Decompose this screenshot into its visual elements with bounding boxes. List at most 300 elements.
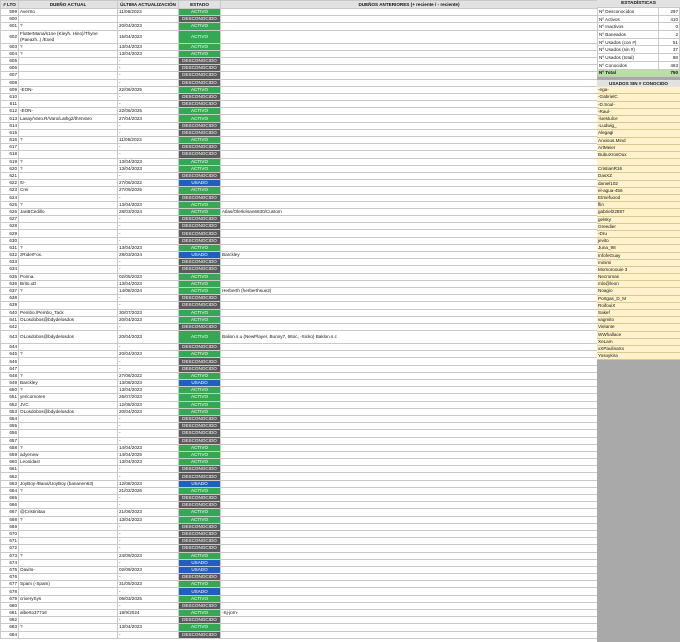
lot-cell[interactable]: 665 — [1, 495, 19, 502]
owner-cell[interactable] — [19, 16, 118, 23]
date-cell[interactable]: - — [118, 57, 179, 64]
date-cell[interactable]: 12/08/2023 — [118, 480, 179, 487]
previous-owners-cell[interactable] — [221, 180, 598, 187]
date-cell[interactable]: - — [118, 538, 179, 545]
status-cell[interactable]: DESCONOCIDO — [179, 302, 221, 309]
previous-owners-cell[interactable] — [221, 595, 598, 602]
lot-cell[interactable]: 677 — [1, 581, 19, 588]
lot-cell[interactable]: 648 — [1, 372, 19, 379]
header-status[interactable]: ESTADO — [179, 1, 221, 9]
date-cell[interactable]: - — [118, 72, 179, 79]
lot-cell[interactable]: 604 — [1, 50, 19, 57]
status-cell[interactable]: ACTIVO — [179, 372, 221, 379]
status-cell[interactable]: DESCONOCIDO — [179, 617, 221, 624]
previous-owners-cell[interactable] — [221, 266, 598, 273]
owner-cell[interactable]: ? — [19, 50, 118, 57]
owner-cell[interactable] — [19, 151, 118, 158]
user-item[interactable]: DasXZ — [597, 173, 680, 180]
status-cell[interactable]: ACTIVO — [179, 394, 221, 401]
owner-cell[interactable]: Barckley — [19, 380, 118, 387]
status-cell[interactable]: DESCONOCIDO — [179, 129, 221, 136]
owner-cell[interactable]: ? — [19, 287, 118, 294]
lot-cell[interactable]: 600 — [1, 16, 19, 23]
lot-cell[interactable]: 625 — [1, 201, 19, 208]
date-cell[interactable]: 30/07/2023 — [118, 309, 179, 316]
date-cell[interactable]: - — [118, 237, 179, 244]
date-cell[interactable]: 22/06/2025 — [118, 108, 179, 115]
user-item[interactable]: daniel102 — [597, 181, 680, 188]
date-cell[interactable]: 13/04/2023 — [118, 43, 179, 50]
lot-cell[interactable]: 629 — [1, 230, 19, 237]
owner-cell[interactable]: yericomoren — [19, 394, 118, 401]
status-cell[interactable]: DESCONOCIDO — [179, 151, 221, 158]
owner-cell[interactable]: ? — [19, 201, 118, 208]
previous-owners-cell[interactable] — [221, 495, 598, 502]
owner-cell[interactable] — [19, 588, 118, 595]
previous-owners-cell[interactable] — [221, 415, 598, 422]
previous-owners-cell[interactable] — [221, 437, 598, 444]
status-cell[interactable]: DESCONOCIDO — [179, 237, 221, 244]
date-cell[interactable]: - — [118, 423, 179, 430]
status-cell[interactable]: DESCONOCIDO — [179, 79, 221, 86]
lot-cell[interactable]: 664 — [1, 487, 19, 494]
status-cell[interactable]: ACTIVO — [179, 408, 221, 415]
date-cell[interactable]: - — [118, 617, 179, 624]
lot-cell[interactable]: 614 — [1, 122, 19, 129]
owner-cell[interactable]: Brito.xD — [19, 280, 118, 287]
date-cell[interactable]: - — [118, 502, 179, 509]
owner-cell[interactable]: JVC — [19, 401, 118, 408]
status-cell[interactable]: ACTIVO — [179, 581, 221, 588]
date-cell[interactable]: - — [118, 495, 179, 502]
previous-owners-cell[interactable] — [221, 101, 598, 108]
date-cell[interactable]: - — [118, 430, 179, 437]
lot-cell[interactable]: 624 — [1, 194, 19, 201]
previous-owners-cell[interactable] — [221, 617, 598, 624]
owner-cell[interactable] — [19, 194, 118, 201]
date-cell[interactable]: - — [118, 530, 179, 537]
date-cell[interactable]: - — [118, 574, 179, 581]
lot-cell[interactable]: 670 — [1, 530, 19, 537]
previous-owners-cell[interactable] — [221, 408, 598, 415]
status-cell[interactable]: DESCONOCIDO — [179, 473, 221, 480]
owner-cell[interactable]: Spam (-Spam) — [19, 581, 118, 588]
date-cell[interactable]: - — [118, 194, 179, 201]
owner-cell[interactable]: Lasay/Varo.R/Varo/Lathg2/thrsVaro — [19, 115, 118, 122]
previous-owners-cell[interactable] — [221, 624, 598, 631]
owner-cell[interactable]: Ponna. — [19, 273, 118, 280]
owner-cell[interactable] — [19, 237, 118, 244]
date-cell[interactable]: - — [118, 151, 179, 158]
lot-cell[interactable]: 680 — [1, 602, 19, 609]
previous-owners-cell[interactable] — [221, 509, 598, 516]
owner-cell[interactable] — [19, 266, 118, 273]
lot-cell[interactable]: 627 — [1, 216, 19, 223]
owner-cell[interactable]: ? — [19, 372, 118, 379]
user-item[interactable]: flin — [597, 202, 680, 209]
previous-owners-cell[interactable] — [221, 50, 598, 57]
lot-cell[interactable]: 663 — [1, 480, 19, 487]
date-cell[interactable]: 28/03/2024 — [118, 208, 179, 215]
status-cell[interactable]: DESCONOCIDO — [179, 358, 221, 365]
date-cell[interactable]: 15/04/2023 — [118, 30, 179, 43]
previous-owners-cell[interactable] — [221, 380, 598, 387]
date-cell[interactable]: 13/04/2023 — [118, 387, 179, 394]
user-item[interactable]: Juna_98 — [597, 245, 680, 252]
status-cell[interactable]: ACTIVO — [179, 50, 221, 57]
owner-cell[interactable] — [19, 473, 118, 480]
owner-cell[interactable]: JoyBoy-/Bana/UoyBoy (bananen63) — [19, 480, 118, 487]
lot-cell[interactable]: 660 — [1, 459, 19, 466]
date-cell[interactable]: 11/06/2023 — [118, 9, 179, 16]
stat-value[interactable]: 297 — [659, 8, 680, 16]
date-cell[interactable]: 11/05/2023 — [118, 137, 179, 144]
lot-cell[interactable]: 605 — [1, 57, 19, 64]
owner-cell[interactable] — [19, 631, 118, 638]
user-item[interactable]: -GabrielC — [597, 94, 680, 101]
owner-cell[interactable]: ? — [19, 444, 118, 451]
date-cell[interactable]: - — [118, 602, 179, 609]
date-cell[interactable]: - — [118, 259, 179, 266]
owner-cell[interactable] — [19, 101, 118, 108]
status-cell[interactable]: DESCONOCIDO — [179, 423, 221, 430]
user-item[interactable]: Greedier — [597, 224, 680, 231]
status-cell[interactable]: DESCONOCIDO — [179, 545, 221, 552]
lot-cell[interactable]: 615 — [1, 129, 19, 136]
stat-value[interactable]: 410 — [659, 15, 680, 23]
status-cell[interactable]: DESCONOCIDO — [179, 430, 221, 437]
previous-owners-cell[interactable] — [221, 302, 598, 309]
status-cell[interactable]: ACTIVO — [179, 610, 221, 617]
owner-cell[interactable] — [19, 437, 118, 444]
owner-cell[interactable]: AverSo — [19, 9, 118, 16]
owner-cell[interactable]: @Cristinitaa — [19, 509, 118, 516]
owner-cell[interactable] — [19, 523, 118, 530]
lot-cell[interactable]: 603 — [1, 43, 19, 50]
date-cell[interactable]: 20/04/2023 — [118, 331, 179, 344]
date-cell[interactable]: 31/05/2023 — [118, 581, 179, 588]
status-cell[interactable]: ACTIVO — [179, 552, 221, 559]
user-item[interactable]: CristianR16 — [597, 166, 680, 173]
user-item[interactable]: RoifouiX — [597, 303, 680, 310]
date-cell[interactable]: - — [118, 129, 179, 136]
previous-owners-cell[interactable] — [221, 194, 598, 201]
previous-owners-cell[interactable] — [221, 372, 598, 379]
previous-owners-cell[interactable] — [221, 351, 598, 358]
user-item[interactable]: el-agua-456 — [597, 188, 680, 195]
status-cell[interactable]: USADO — [179, 252, 221, 259]
previous-owners-cell[interactable] — [221, 394, 598, 401]
date-cell[interactable]: 21/02/2026 — [118, 487, 179, 494]
previous-owners-cell[interactable] — [221, 30, 598, 43]
status-cell[interactable]: DESCONOCIDO — [179, 194, 221, 201]
lot-cell[interactable]: 657 — [1, 437, 19, 444]
previous-owners-cell[interactable] — [221, 502, 598, 509]
status-cell[interactable]: DESCONOCIDO — [179, 523, 221, 530]
status-cell[interactable]: USADO — [179, 380, 221, 387]
lot-cell[interactable]: 599 — [1, 9, 19, 16]
lot-cell[interactable]: 623 — [1, 187, 19, 194]
lot-cell[interactable]: 654 — [1, 415, 19, 422]
user-item[interactable]: -ega- — [597, 87, 680, 94]
owner-cell[interactable] — [19, 415, 118, 422]
previous-owners-cell[interactable] — [221, 273, 598, 280]
header-owner[interactable]: DUEÑO ACTUAL — [19, 1, 118, 9]
owner-cell[interactable]: Oavito- — [19, 566, 118, 573]
user-item[interactable]: xXPaulinaXx — [597, 346, 680, 353]
user-item[interactable]: WWhallace — [597, 332, 680, 339]
stat-value[interactable]: 0 — [659, 23, 680, 31]
previous-owners-cell[interactable] — [221, 108, 598, 115]
owner-cell[interactable]: ? — [19, 351, 118, 358]
status-cell[interactable]: ACTIVO — [179, 280, 221, 287]
owner-cell[interactable] — [19, 295, 118, 302]
lot-cell[interactable]: 662 — [1, 473, 19, 480]
date-cell[interactable]: 13/04/2023 — [118, 244, 179, 251]
lot-cell[interactable]: 609 — [1, 86, 19, 93]
status-cell[interactable]: DESCONOCIDO — [179, 295, 221, 302]
owner-cell[interactable]: FlutterMana/s1ne (Kleyh. Hino)/Thyne (Paeazh..) /Exed — [19, 30, 118, 43]
user-item[interactable] — [597, 159, 680, 166]
previous-owners-cell[interactable] — [221, 230, 598, 237]
status-cell[interactable]: DESCONOCIDO — [179, 65, 221, 72]
previous-owners-cell[interactable] — [221, 365, 598, 372]
date-cell[interactable]: - — [118, 588, 179, 595]
lot-cell[interactable]: 633 — [1, 259, 19, 266]
date-cell[interactable]: - — [118, 65, 179, 72]
user-item[interactable]: -luestulce — [597, 116, 680, 123]
previous-owners-cell[interactable] — [221, 538, 598, 545]
previous-owners-cell[interactable]: -Sj-jorn- — [221, 610, 598, 617]
previous-owners-cell[interactable] — [221, 86, 598, 93]
lot-cell[interactable]: 678 — [1, 588, 19, 595]
status-cell[interactable]: DESCONOCIDO — [179, 495, 221, 502]
user-item[interactable]: ArtMeier — [597, 145, 680, 152]
lot-cell[interactable]: 661 — [1, 466, 19, 473]
date-cell[interactable]: - — [118, 437, 179, 444]
lot-cell[interactable]: 607 — [1, 72, 19, 79]
lot-cell[interactable]: 684 — [1, 631, 19, 638]
lot-cell[interactable]: 667 — [1, 509, 19, 516]
status-cell[interactable]: ACTIVO — [179, 401, 221, 408]
stat-total-value[interactable]: 750 — [659, 69, 680, 77]
lot-cell[interactable]: 651 — [1, 394, 19, 401]
date-cell[interactable]: - — [118, 230, 179, 237]
owner-cell[interactable]: -EON- — [19, 86, 118, 93]
status-cell[interactable]: DESCONOCIDO — [179, 502, 221, 509]
user-item[interactable]: BubuXrosOux — [597, 152, 680, 159]
status-cell[interactable]: USADO — [179, 559, 221, 566]
lot-cell[interactable]: 639 — [1, 302, 19, 309]
date-cell[interactable]: 13/04/2023 — [118, 280, 179, 287]
date-cell[interactable]: 13/04/2023 — [118, 201, 179, 208]
lot-cell[interactable]: 641 — [1, 316, 19, 323]
owner-cell[interactable] — [19, 423, 118, 430]
status-cell[interactable]: ACTIVO — [179, 451, 221, 458]
previous-owners-cell[interactable] — [221, 430, 598, 437]
owner-cell[interactable]: ? — [19, 516, 118, 523]
previous-owners-cell[interactable] — [221, 559, 598, 566]
date-cell[interactable]: 06/03/2025 — [118, 595, 179, 602]
user-item[interactable]: Anxious.Mind — [597, 138, 680, 145]
lot-cell[interactable]: 658 — [1, 444, 19, 451]
date-cell[interactable]: 20/04/2023 — [118, 351, 179, 358]
status-cell[interactable]: ACTIVO — [179, 331, 221, 344]
previous-owners-cell[interactable] — [221, 137, 598, 144]
owner-cell[interactable] — [19, 574, 118, 581]
previous-owners-cell[interactable] — [221, 487, 598, 494]
owner-cell[interactable]: OLosdobos@bdydelosdos — [19, 408, 118, 415]
previous-owners-cell[interactable] — [221, 316, 598, 323]
owner-cell[interactable] — [19, 230, 118, 237]
previous-owners-cell[interactable] — [221, 201, 598, 208]
date-cell[interactable]: 27/09/2025 — [118, 187, 179, 194]
previous-owners-cell[interactable] — [221, 237, 598, 244]
status-cell[interactable]: ACTIVO — [179, 9, 221, 16]
previous-owners-cell[interactable] — [221, 444, 598, 451]
lot-cell[interactable]: 630 — [1, 237, 19, 244]
previous-owners-cell[interactable] — [221, 523, 598, 530]
lot-cell[interactable]: 608 — [1, 79, 19, 86]
lot-cell[interactable]: 652 — [1, 401, 19, 408]
status-cell[interactable]: ACTIVO — [179, 624, 221, 631]
status-cell[interactable]: DESCONOCIDO — [179, 631, 221, 638]
owner-cell[interactable]: !tr- — [19, 180, 118, 187]
previous-owners-cell[interactable] — [221, 295, 598, 302]
lot-cell[interactable]: 643 — [1, 331, 19, 344]
lot-cell[interactable]: 644 — [1, 344, 19, 351]
owner-cell[interactable] — [19, 466, 118, 473]
owner-cell[interactable]: alberto37716 — [19, 610, 118, 617]
date-cell[interactable]: - — [118, 172, 179, 179]
date-cell[interactable]: 14/04/2025 — [118, 451, 179, 458]
previous-owners-cell[interactable] — [221, 115, 598, 122]
owner-cell[interactable] — [19, 79, 118, 86]
lot-cell[interactable]: 616 — [1, 137, 19, 144]
owner-cell[interactable]: -EON- — [19, 108, 118, 115]
lot-cell[interactable]: 674 — [1, 559, 19, 566]
owner-cell[interactable]: ? — [19, 487, 118, 494]
previous-owners-cell[interactable] — [221, 466, 598, 473]
lot-cell[interactable]: 612 — [1, 108, 19, 115]
owner-cell[interactable]: ? — [19, 552, 118, 559]
lot-cell[interactable]: 675 — [1, 566, 19, 573]
owner-cell[interactable]: ? — [19, 165, 118, 172]
previous-owners-cell[interactable] — [221, 387, 598, 394]
user-item[interactable]: jevito — [597, 238, 680, 245]
owner-cell[interactable] — [19, 538, 118, 545]
owner-cell[interactable]: Pembo./Pembo_Tack — [19, 309, 118, 316]
user-item[interactable]: -Raul- — [597, 109, 680, 116]
lot-cell[interactable]: 656 — [1, 430, 19, 437]
previous-owners-cell[interactable] — [221, 401, 598, 408]
status-cell[interactable]: DESCONOCIDO — [179, 223, 221, 230]
status-cell[interactable]: ACTIVO — [179, 30, 221, 43]
status-cell[interactable]: ACTIVO — [179, 387, 221, 394]
date-cell[interactable]: 13/04/2023 — [118, 165, 179, 172]
owner-cell[interactable]: ? — [19, 137, 118, 144]
status-cell[interactable]: USADO — [179, 480, 221, 487]
owner-cell[interactable] — [19, 502, 118, 509]
previous-owners-cell[interactable] — [221, 23, 598, 30]
previous-owners-cell[interactable] — [221, 516, 598, 523]
owner-cell[interactable] — [19, 602, 118, 609]
owner-cell[interactable] — [19, 259, 118, 266]
status-cell[interactable]: ACTIVO — [179, 108, 221, 115]
date-cell[interactable]: 02/09/2023 — [118, 566, 179, 573]
previous-owners-cell[interactable] — [221, 459, 598, 466]
date-cell[interactable]: 13/04/2023 — [118, 158, 179, 165]
date-cell[interactable]: 24/09/2023 — [118, 552, 179, 559]
date-cell[interactable]: 27/06/2022 — [118, 180, 179, 187]
user-item[interactable]: mlo@leon — [597, 281, 680, 288]
date-cell[interactable]: - — [118, 545, 179, 552]
status-cell[interactable]: ACTIVO — [179, 86, 221, 93]
date-cell[interactable]: 13/04/2023 — [118, 516, 179, 523]
previous-owners-cell[interactable] — [221, 187, 598, 194]
previous-owners-cell[interactable] — [221, 216, 598, 223]
user-item[interactable]: vagmito — [597, 317, 680, 324]
status-cell[interactable]: ACTIVO — [179, 208, 221, 215]
status-cell[interactable]: ACTIVO — [179, 516, 221, 523]
lot-cell[interactable]: 621 — [1, 172, 19, 179]
date-cell[interactable]: - — [118, 559, 179, 566]
status-cell[interactable]: ACTIVO — [179, 459, 221, 466]
user-item[interactable]: gabriel22887 — [597, 209, 680, 216]
date-cell[interactable]: - — [118, 295, 179, 302]
lot-cell[interactable]: 618 — [1, 151, 19, 158]
date-cell[interactable]: 26/07/2023 — [118, 394, 179, 401]
date-cell[interactable]: - — [118, 266, 179, 273]
previous-owners-cell[interactable] — [221, 323, 598, 330]
user-item[interactable]: Sakef — [597, 310, 680, 317]
previous-owners-cell[interactable] — [221, 129, 598, 136]
status-cell[interactable]: DESCONOCIDO — [179, 72, 221, 79]
lot-cell[interactable]: 672 — [1, 545, 19, 552]
header-updated[interactable]: ÚLTIMA ACTUALIZACIÓN — [118, 1, 179, 9]
previous-owners-cell[interactable] — [221, 223, 598, 230]
status-cell[interactable]: ACTIVO — [179, 509, 221, 516]
user-item[interactable]: -Ludwig_ — [597, 123, 680, 130]
lot-cell[interactable]: 649 — [1, 380, 19, 387]
owner-cell[interactable] — [19, 65, 118, 72]
lot-cell[interactable]: 676 — [1, 574, 19, 581]
status-cell[interactable]: ACTIVO — [179, 487, 221, 494]
date-cell[interactable]: 18/9/2024 — [118, 610, 179, 617]
user-item[interactable]: -D.Soul- — [597, 102, 680, 109]
status-cell[interactable]: ACTIVO — [179, 165, 221, 172]
user-item[interactable]: XeLam — [597, 339, 680, 346]
user-item[interactable]: -Dru — [597, 231, 680, 238]
owner-cell[interactable]: ? — [19, 23, 118, 30]
user-item[interactable]: Momoroouie 3 — [597, 267, 680, 274]
previous-owners-cell[interactable]: Balion.s.u (NewPlayer, Bunny7, 66oc, -Sicko) Baklon.s.c — [221, 331, 598, 344]
date-cell[interactable]: 13/04/2023 — [118, 459, 179, 466]
date-cell[interactable]: - — [118, 631, 179, 638]
lot-cell[interactable]: 613 — [1, 115, 19, 122]
previous-owners-cell[interactable] — [221, 244, 598, 251]
status-cell[interactable]: DESCONOCIDO — [179, 574, 221, 581]
status-cell[interactable]: DESCONOCIDO — [179, 530, 221, 537]
owner-cell[interactable] — [19, 323, 118, 330]
date-cell[interactable]: 22/06/2025 — [118, 86, 179, 93]
lot-cell[interactable]: 640 — [1, 309, 19, 316]
owner-cell[interactable]: OLosdobos@bdydelosdos — [19, 316, 118, 323]
status-cell[interactable]: USADO — [179, 566, 221, 573]
owner-cell[interactable] — [19, 430, 118, 437]
date-cell[interactable]: 27/04/2023 — [118, 115, 179, 122]
date-cell[interactable]: - — [118, 415, 179, 422]
